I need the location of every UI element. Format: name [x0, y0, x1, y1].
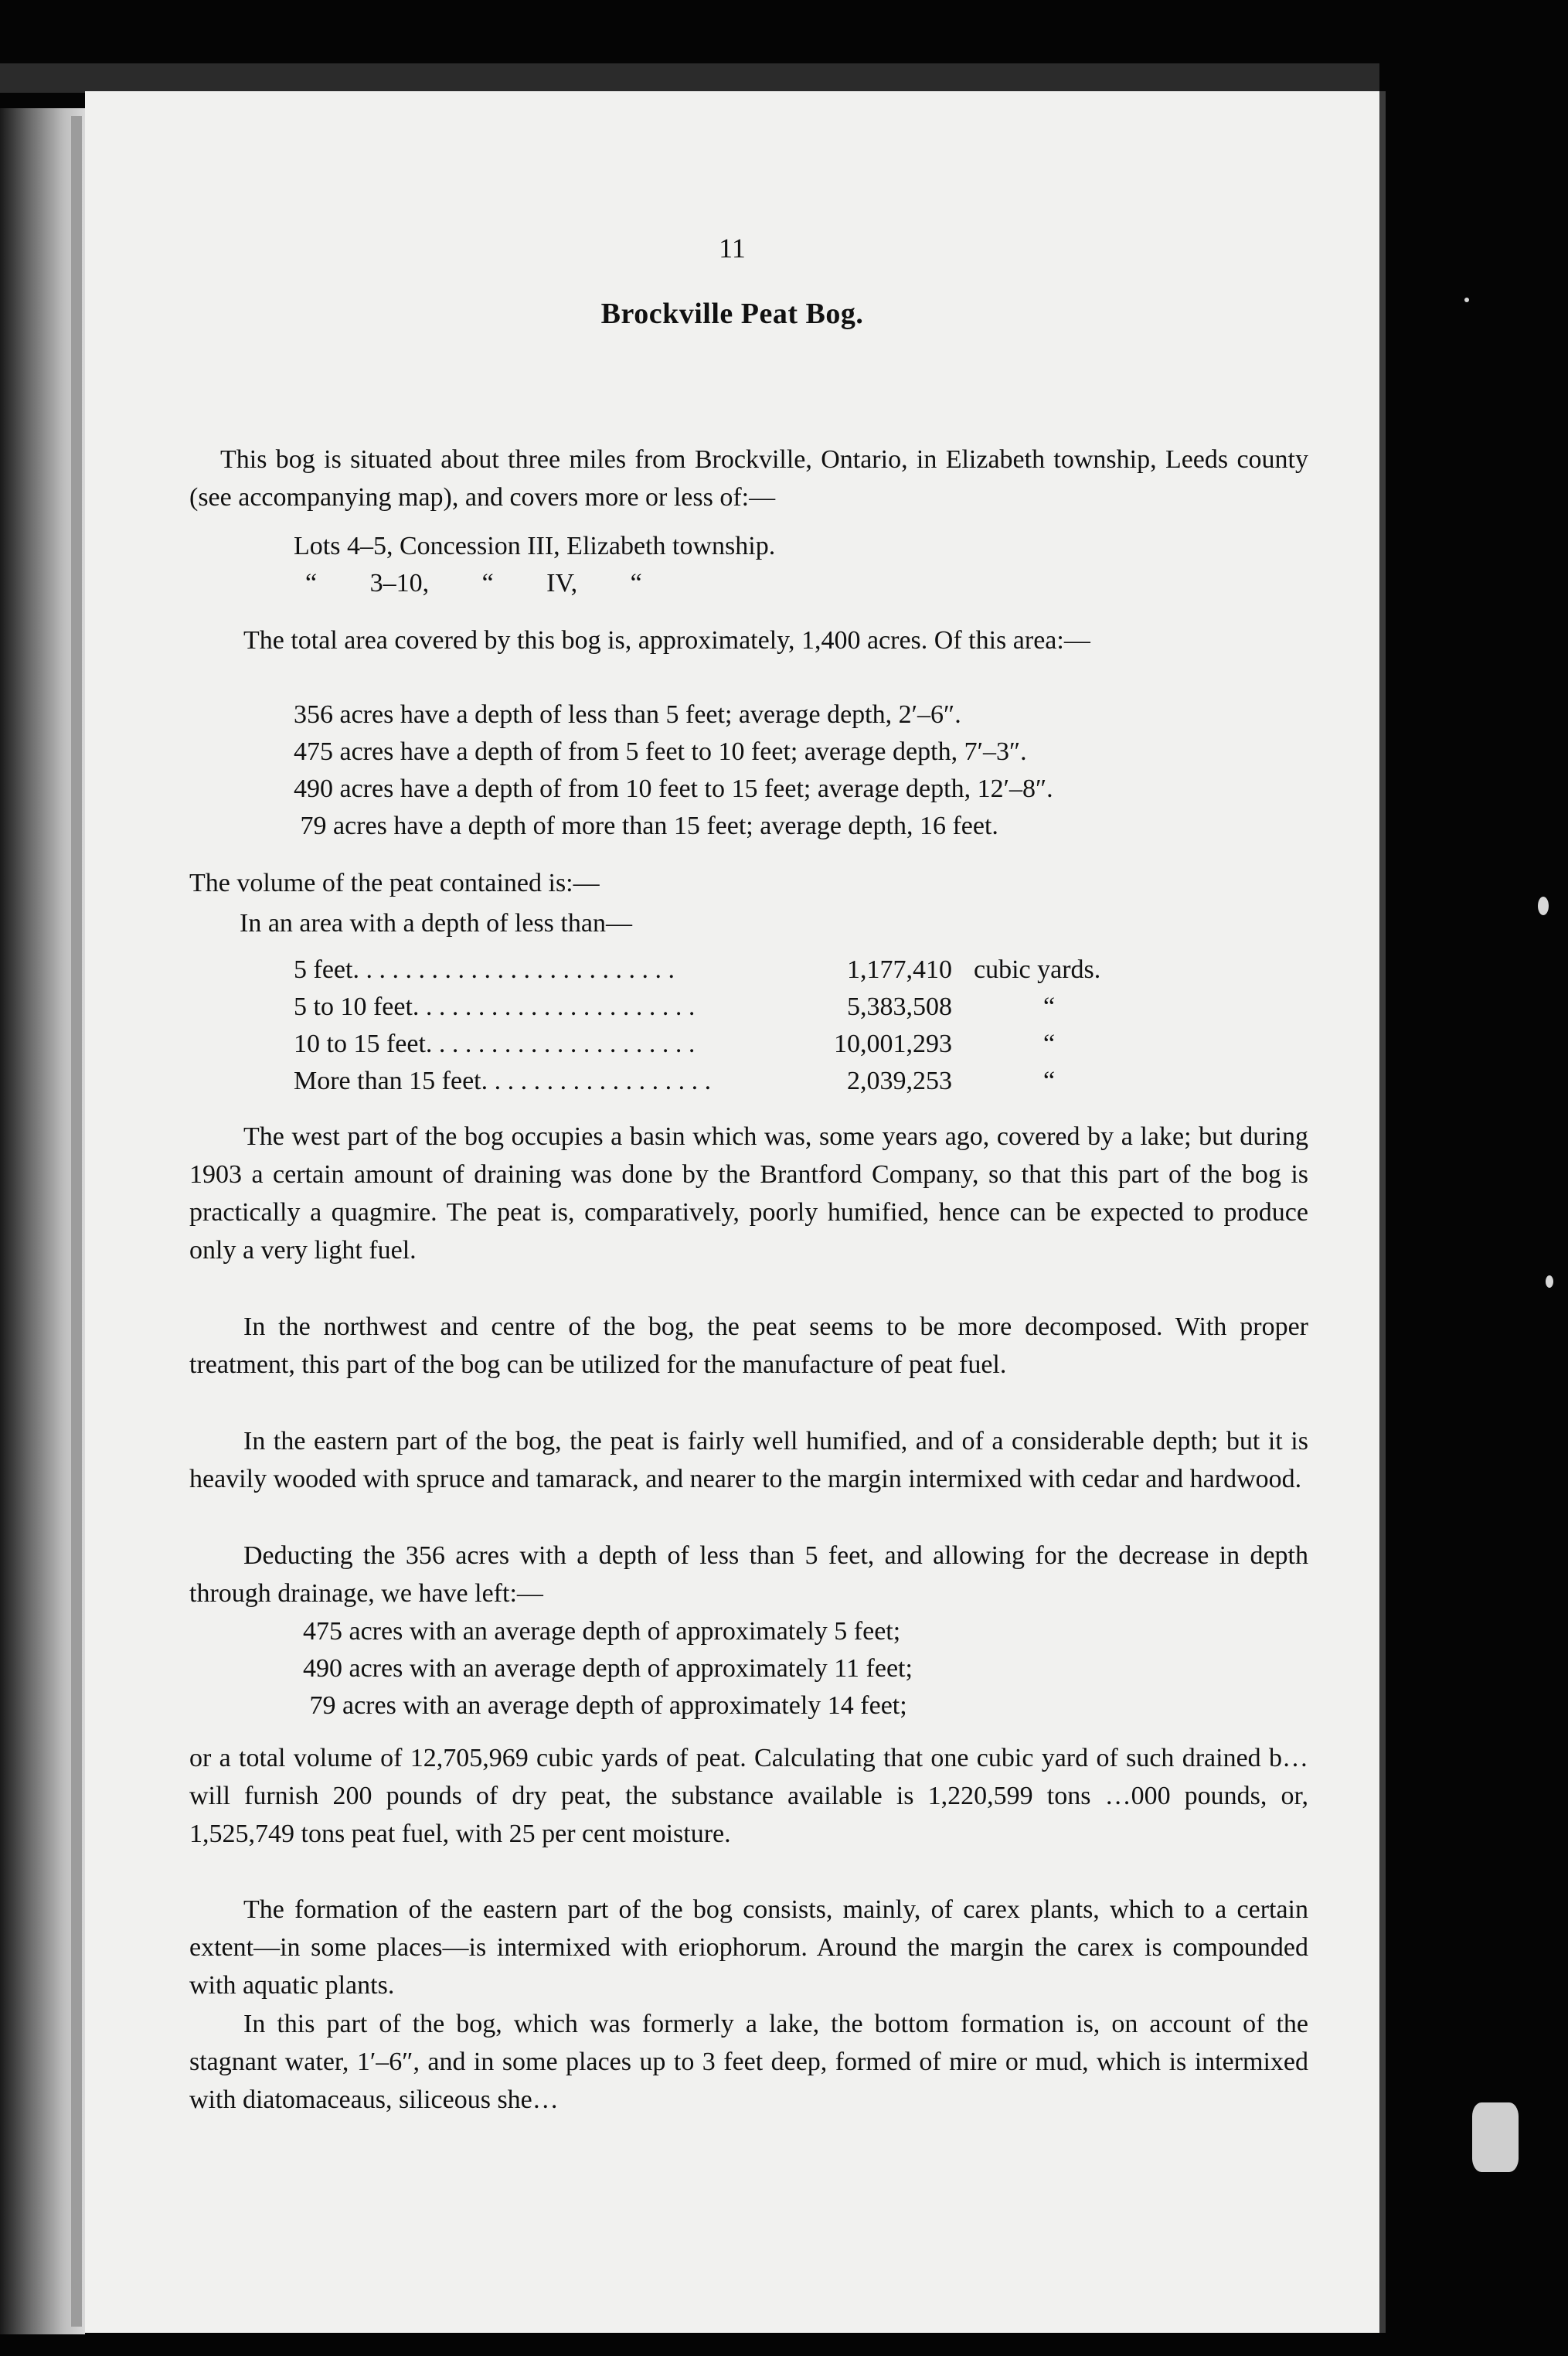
volume-row: [294, 988, 1298, 1026]
volume-row-value: 5,383,508: [847, 992, 952, 1021]
total-volume-paragraph: or a total volume of 12,705,969 cubic yards of peat. Calculating that one cubic yard of such drained b… will furnish 200 pounds of dry peat, the substance available is 1,220,599 tons …000 pounds, or, 1,525,749 tons peat fuel, with 25 per cent moisture.: [189, 1744, 1308, 1848]
scan-blotch: [1472, 2102, 1519, 2172]
scan-speck: [1538, 897, 1549, 915]
volume-row-label: 5 to 10 feet. . . . . . . . . . . . . . . . . . . . . .: [294, 992, 696, 1021]
volume-subheading: In an area with a depth of less than—: [240, 909, 632, 938]
volume-row-label: 5 feet. . . . . . . . . . . . . . . . . . . . . . . . .: [294, 955, 675, 984]
volume-row-unit: cubic yards.: [974, 955, 1101, 984]
volume-row-value: 2,039,253: [847, 1067, 952, 1095]
depth-item: 79 acres have a depth of more than 15 feet; average depth, 16 feet.: [294, 812, 998, 840]
depth-item: 356 acres have a depth of less than 5 feet; average depth, 2′–6″.: [294, 700, 961, 729]
scan-page-edge: [71, 116, 82, 2327]
formation-paragraph: The formation of the eastern part of the bog consists, mainly, of carex plants, which to a certain extent—in some places—is intermixed with eriophorum. Around the margin the carex is compounded with aquatic plants.: [189, 1895, 1308, 2000]
depth-item: 490 acres have a depth of from 10 feet to 15 feet; average depth, 12′–8″.: [294, 775, 1053, 803]
volume-heading: The volume of the peat contained is:—: [189, 869, 600, 897]
volume-row-unit: “: [1043, 992, 1056, 1021]
volume-row-unit: “: [1043, 1067, 1056, 1095]
west-paragraph: The west part of the bog occupies a basin which was, some years ago, covered by a lake; but during 1903 a certain amount of draining was done by the Brantford Company, so that this part of the bog is practically a quagmire. The peat is, comparatively, poorly humified, hence can be expected to produce only a very light fuel.: [189, 1122, 1308, 1265]
remaining-item: 490 acres with an average depth of approximately 11 feet;: [303, 1654, 913, 1683]
page-title: Brockville Peat Bog.: [600, 298, 864, 330]
scan-right-edge: [1379, 91, 1386, 2333]
scan-speck: [1546, 1275, 1553, 1288]
northwest-paragraph: In the northwest and centre of the bog, the peat seems to be more decomposed. With proper treatment, this part of the bog can be utilized for the manufacture of peat fuel.: [189, 1312, 1308, 1379]
volume-row-value: 10,001,293: [834, 1030, 952, 1058]
volume-row: [294, 1062, 1298, 1100]
area-intro-paragraph: The total area covered by this bog is, approximately, 1,400 acres. Of this area:—: [243, 626, 1090, 655]
page-number: 11: [719, 233, 746, 264]
eastern-paragraph: In the eastern part of the bog, the peat is fairly well humified, and of a considerable depth; but it is heavily wooded with spruce and tamarack, and nearer to the margin intermixed with cedar and hardwood.: [189, 1427, 1308, 1493]
bottom-formation-paragraph: In this part of the bog, which was formerly a lake, the bottom formation is, on account of the stagnant water, 1′–6″, and in some places up to 3 feet deep, formed of mire or mud, which is intermixed with diatomaceaus, siliceous she…: [189, 2010, 1308, 2114]
remaining-item: 475 acres with an average depth of approximately 5 feet;: [303, 1617, 901, 1646]
volume-row: [294, 1025, 1298, 1063]
remaining-item: 79 acres with an average depth of approximately 14 feet;: [303, 1691, 907, 1720]
scan-speck: [1464, 298, 1469, 302]
lot-line: “ 3–10, “ IV, “: [305, 569, 642, 598]
volume-row: [294, 951, 1298, 989]
volume-row-label: More than 15 feet. . . . . . . . . . . . . . . . . .: [294, 1067, 712, 1095]
deducting-paragraph: Deducting the 356 acres with a depth of less than 5 feet, and allowing for the decrease in depth through drainage, we have left:—: [189, 1541, 1308, 1608]
depth-item: 475 acres have a depth of from 5 feet to 10 feet; average depth, 7′–3″.: [294, 737, 1027, 766]
volume-row-unit: “: [1043, 1030, 1056, 1058]
lot-line: Lots 4–5, Concession III, Elizabeth township.: [294, 532, 776, 560]
intro-paragraph: This bog is situated about three miles from Brockville, Ontario, in Elizabeth township, Leeds county (see accompanying map), and covers more or less of:—: [189, 445, 1308, 512]
volume-row-label: 10 to 15 feet. . . . . . . . . . . . . . . . . . . . .: [294, 1030, 696, 1058]
scan-top-edge: [0, 63, 1379, 93]
volume-row-value: 1,177,410: [847, 955, 952, 984]
document-page: [85, 91, 1379, 2333]
